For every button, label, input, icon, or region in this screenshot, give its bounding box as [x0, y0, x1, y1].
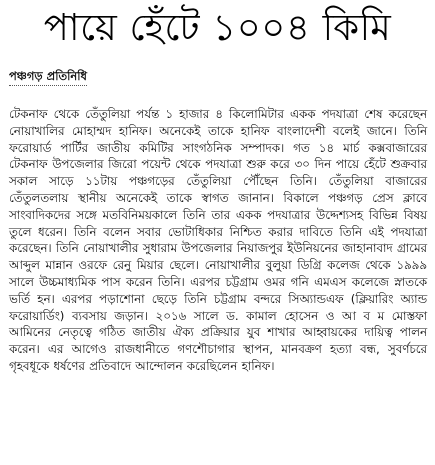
- headline: পায়ে হেঁটে ১০০৪ কিমি: [43, 6, 392, 49]
- article-body: টেকনাফ থেকে তেঁতুলিয়া পর্যন্ত ১ হাজার ৪ কিলোমিটার একক পদযাত্রা শেষ করেছেন নোয়াখালির মোহাম্মদ হানিফ। অনেকেই তাকে হানিফ বাংলাদেশী বলেই জানে। তিনি ফরোয়ার্ড পার্টির জাতীয় কমিটির সাংগঠনিক সম্পাদক। গত ১৪ মার্চ কক্সবাজারের টেকনাফ উপজেলার জিরো পয়েন্ট থেকে পদযাত্রা শুরু করে ৩০ দিন পায়ে হেঁটে শুক্রবার সকাল সাড়ে ১১টায় পঞ্চগড়ের তেঁতুলিয়া পৌঁছেন তিনি। তেঁতুলিয়া বাজারের তেঁতুলতলায় স্থানীয় অনেকেই তাকে স্বাগত জানান। বিকালে পঞ্চগড় প্রেস ক্লাবে সাংবাদিকদের সঙ্গে মতবিনিময়কালে তিনি তার একক পদযাত্রার উদ্দেশ্যসহ বিভিন্ন বিষয় তুলে ধরেন। তিনি বলেন সবার ভোটাধিকার নিশ্চিত করার দাবিতে তিনি এই পদযাত্রা করেছেন। তিনি নোয়াখালীর সুধারাম উপজেলার নিয়াজপুর ইউনিয়নের জাহানাবাদ গ্রামের আব্দুল মান্নান ওরফে রেনু মিয়ার ছেলে। নোয়াখালীর বুলুয়া ডিগ্রি কলেজ থেকে ১৯৯৯ সালে উচ্চমাধ্যমিক পাস করেন তিনি। এরপর চট্টগ্রাম ওমর গনি এমএস কলেজে স্নাতকে ভর্তি হন। এরপর পড়াশোনা ছেড়ে তিনি চট্টগ্রাম বন্দরে সিঅ্যান্ডএফ (ক্লিয়ারিং অ্যান্ড ফরোয়ার্ডিং) ব্যবসায় জড়ান। ২০১৬ সালে ড. কামাল হোসেন ও আ ব ম মোস্তফা আমিনের নেতৃত্বে গঠিত জাতীয় ঐক্য প্রক্রিয়ার যুব শাখার আহ্বায়কের দায়িত্ব পালন করেন। এর আগেও রাজধানীতে গণশৌচাগার স্থাপন, মানবক্রণ হত্যা বন্ধ, সুবর্ণচরে গৃহবধূকে ধর্ষণের প্রতিবাদে আন্দোলন করেছিলেন হানিফ।: [9, 107, 427, 373]
- byline: পঞ্চগড় প্রতিনিধি: [9, 68, 87, 86]
